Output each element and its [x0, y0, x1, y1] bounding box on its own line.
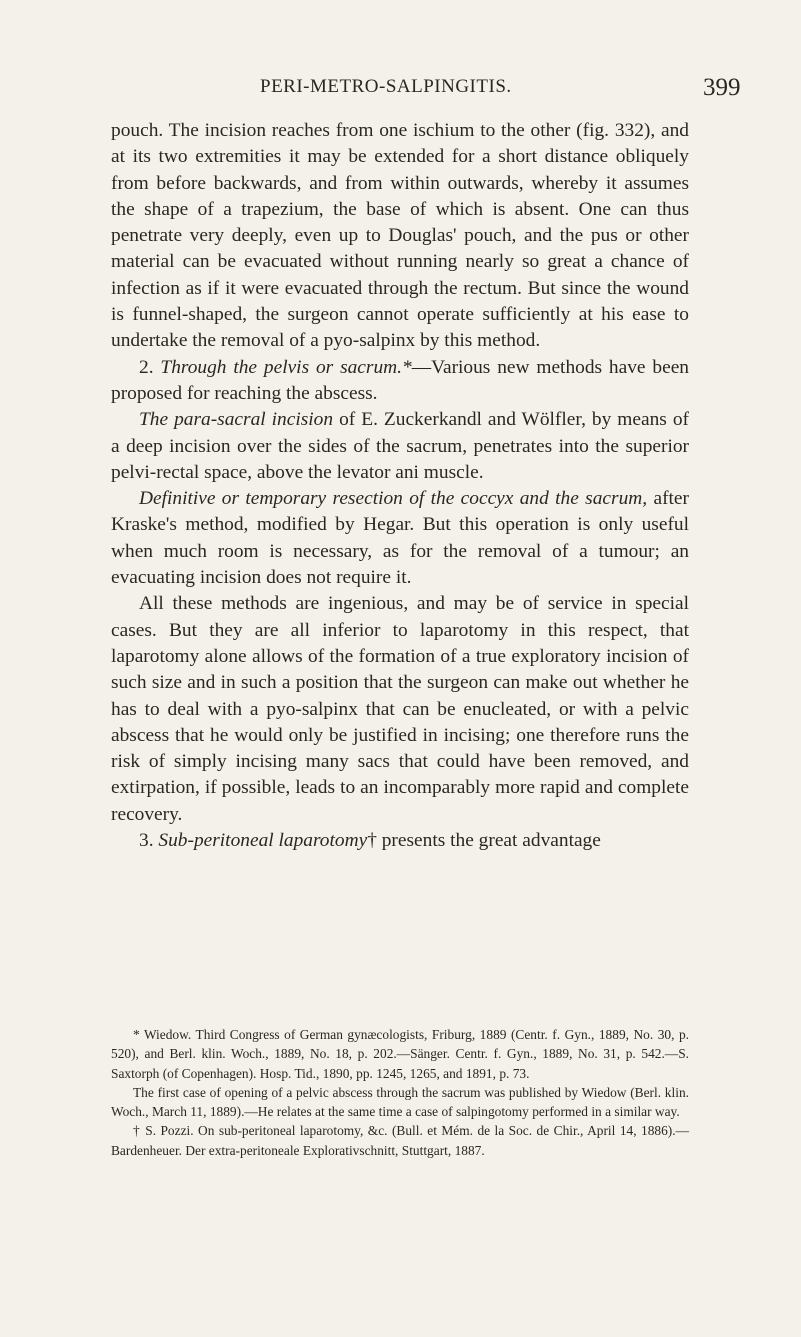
- method-text: of E. Zuckerkandl and Wölfler, by means of a deep incision over the sides of the sacrum, penetrates into the superior pelvi-rectal space, above the levator ani muscle.: [111, 409, 690, 483]
- paragraph-comparison: All these methods are ingenious, and may be of service in special cases. But they are all inferior to laparotomy in this respect, that laparotomy alone allows of the formation of a true exploratory incision of such size and in such a position that the surgeon can make out whether he has to deal with a pyo-salpinx that can be enucleated, or with a pelvic abscess that he would only be justified in incising; one therefore runs the risk of simply incising many sacs that could have been removed, and extirpation, if possible, leads to an incomparably more rapid and complete recovery.: [111, 593, 689, 825]
- paragraph-section-2: [111, 355, 689, 408]
- method-text: after Kraske's method, modified by Hegar. But this operation is only useful when much room is necessary, as for the removal of a tumour; an evacuating incision does not require it.: [111, 488, 689, 589]
- section-number: 2.: [139, 356, 154, 378]
- section-heading: Through the pelvis or sacrum.*: [160, 356, 412, 378]
- body-text: [111, 118, 689, 854]
- section-heading: Sub-peritoneal laparotomy: [158, 830, 368, 852]
- paragraph-continuation: pouch. The incision reaches from one ischium to the other (fig. 332), and at its two extremities it may be extended for a short distance obliquely from before backwards, and from within outwards, whereby it assumes the shape of a trapezium, the base of which is absent. One can thus penetrate very deeply, even up to Douglas' pouch, and the pus or other material can be evacuated without running nearly so great a chance of infection as if it were evacuated through the rectum. But since the wound is funnel-shaped, the surgeon cannot operate sufficiently at his ease to undertake the removal of a pyo-salpinx by this method.: [111, 120, 689, 352]
- section-number: 3.: [139, 830, 154, 852]
- running-head: [0, 76, 801, 102]
- method-heading: The para-sacral incision: [139, 409, 334, 431]
- method-heading: Definitive or temporary resection of the coccyx and the sacrum,: [139, 488, 648, 510]
- section-text: —Various new methods have been proposed for reaching the abscess.: [111, 356, 689, 404]
- footnote-1: * Wiedow. Third Congress of German gynæcologists, Friburg, 1889 (Centr. f. Gyn., 1889, No. 30, p. 520), and Berl. klin. Woch., 1889, No. 18, p. 202.—Sänger. Centr. f. Gyn., 1889, No. 31, p. 542.—S. Saxtorph (of Copenhagen). Hosp. Tid., 1890, pp. 1245, 1265, and 1891, p. 73.: [111, 1027, 689, 1081]
- footnote-3: † S. Pozzi. On sub-peritoneal laparotomy, &c. (Bull. et Mém. de la Soc. de Chir., April 14, 1886).—Bardenheuer. Der extra-peritoneale Explorativschnitt, Stuttgart, 1887.: [111, 1123, 689, 1158]
- paragraph-section-3: [111, 828, 689, 854]
- footnote-2: The first case of opening of a pelvic abscess through the sacrum was published by Wiedow (Berl. klin. Woch., March 11, 1889).—He relates at the same time a case of salpingotomy performed in a similar way.: [111, 1084, 689, 1120]
- paragraph-resection: [111, 486, 689, 591]
- footnote-mark: †: [367, 830, 377, 852]
- footnotes: [111, 1025, 689, 1160]
- page-number: 399: [703, 74, 741, 101]
- section-text: presents the great advantage: [376, 830, 601, 852]
- running-title: PERI-METRO-SALPINGITIS.: [260, 76, 512, 97]
- paragraph-para-sacral: [111, 407, 689, 486]
